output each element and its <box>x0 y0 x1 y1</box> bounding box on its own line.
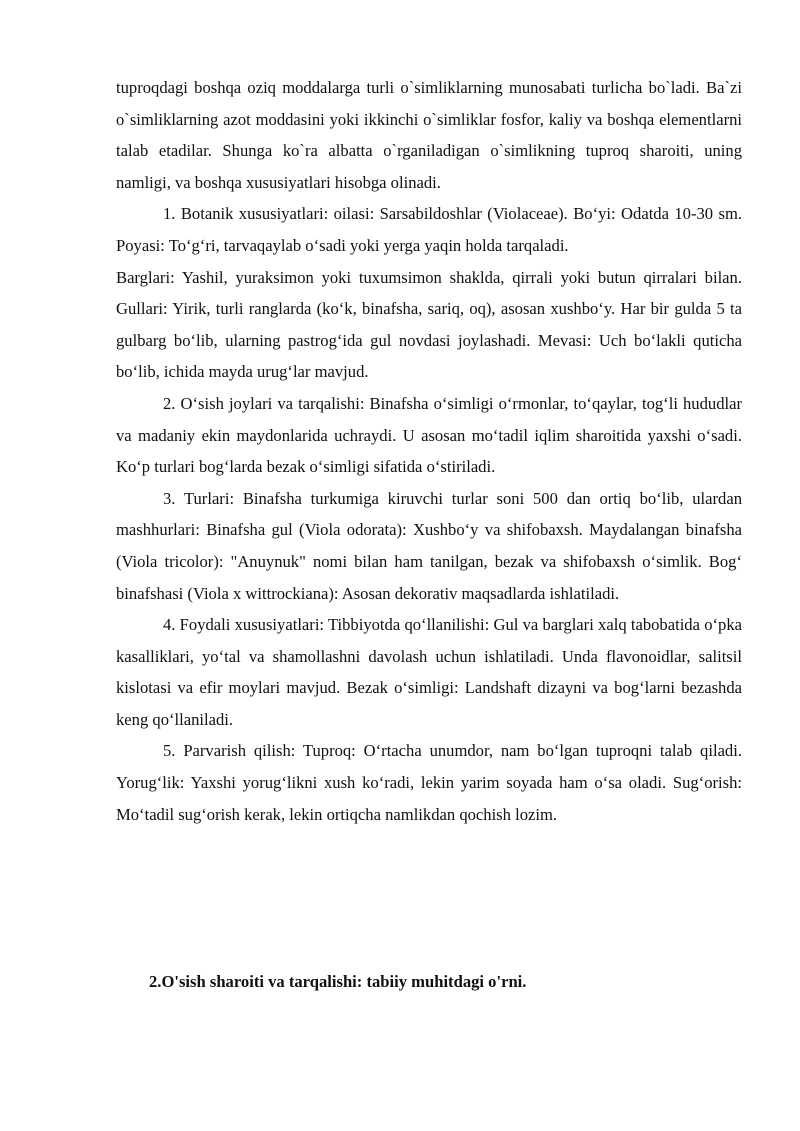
paragraph-species: 3. Turlari: Binafsha turkumiga kiruvchi turlar soni 500 dan ortiq bo‘lib, ulardan mashhurlari: Binafsha gul (Viola odorata): Xushbo‘y va shifobaxsh. Maydalangan binafsha (Viola tricolor): "Anuynuk" nomi bilan ham tanilgan, bezak va shifobaxsh o‘simlik. Bog‘ binafshasi (Viola x wittrockiana): Asosan dekorativ maqsadlarda ishlatiladi. <box>116 488 742 603</box>
section-heading: 2.O'sish sharoiti va tarqalishi: tabiiy muhitdagi o'rni. <box>149 972 527 991</box>
paragraph-care: 5. Parvarish qilish: Tuproq: O‘rtacha unumdor, nam bo‘lgan tuproqni talab qiladi. Yorug‘lik: Yaxshi yorug‘likni xush ko‘radi, lekin yarim soyada ham o‘sa oladi. Sug‘orish: Mo‘tadil sug‘orish kerak, lekin ortiqcha namlikdan qochish lozim. <box>116 741 742 824</box>
document-body <box>116 72 742 830</box>
paragraph-continuation: tuproqdagi boshqa oziq moddalarga turli o`simliklarning munosabati turlicha bo`ladi. Ba`zi o`simliklarning azot moddasini yoki ikkinchi o`simliklar fosfor, kaliy va boshqa elementlarni talab etadilar. Shunga ko`ra albatta o`rganiladigan o`simlikning tuproq sharoiti, uning namligi, va boshqa xususiyatlari hisobga olinadi. <box>116 78 742 192</box>
paragraph-growth-distribution: 2. O‘sish joylari va tarqalishi: Binafsha o‘simligi o‘rmonlar, to‘qaylar, tog‘li hududlar va madaniy ekin maydonlarida uchraydi. U asosan mo‘tadil iqlim sharoitida yaxshi o‘sadi. Ko‘p turlari bog‘larda bezak o‘simligi sifatida o‘stiriladi. <box>116 393 742 477</box>
paragraph-botanical-features: 1. Botanik xususiyatlari: oilasi: Sarsabildoshlar (Violaceae). Bo‘yi: Odatda 10-30 sm. Poyasi: To‘g‘ri, tarvaqaylab o‘sadi yoki yerga yaqin holda tarqaladi. <box>116 204 742 255</box>
paragraph-leaves-flowers: Barglari: Yashil, yuraksimon yoki tuxumsimon shaklda, qirrali yoki butun qirralari bilan. Gullari: Yirik, turli ranglarda (ko‘k, binafsha, sariq, oq), asosan xushbo‘y. Har bir gulda 5 ta gulbarg bo‘lib, ularning pastrog‘ida gul novdasi joylashadi. Mevasi: Uch bo‘lakli quticha bo‘lib, ichida mayda urug‘lar mavjud. <box>116 267 742 382</box>
paragraph-useful-properties: 4. Foydali xususiyatlari: Tibbiyotda qo‘llanilishi: Gul va barglari xalq tabobatida o‘pka kasalliklari, yo‘tal va shamollashni davolash uchun ishlatiladi. Unda flavonoidlar, salitsil kislotasi va efir moylari mavjud. Bezak o‘simligi: Landshaft dizayni va bog‘larni bezashda keng qo‘llaniladi. <box>116 615 742 729</box>
